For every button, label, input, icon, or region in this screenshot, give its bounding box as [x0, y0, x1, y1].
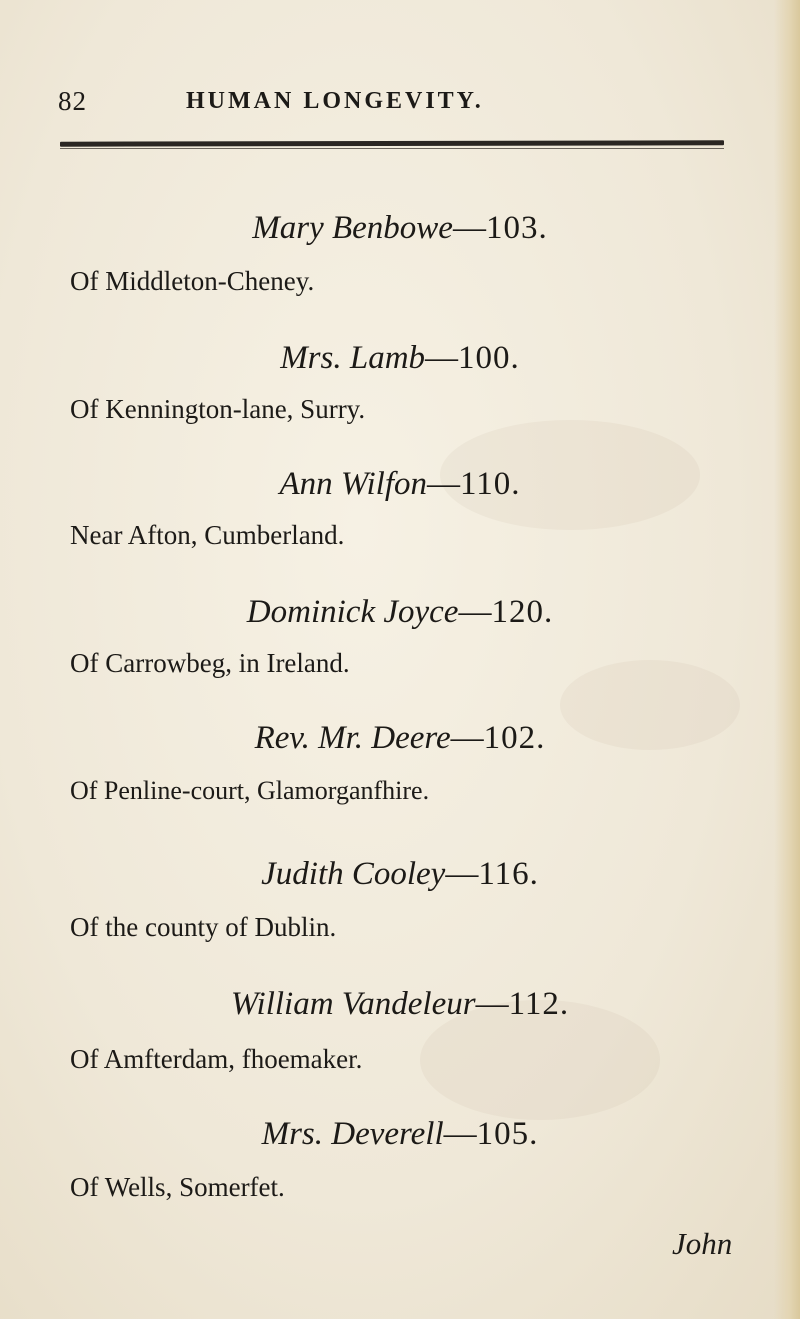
dash: —: [458, 594, 492, 630]
running-title: HUMAN LONGEVITY.: [186, 88, 484, 114]
person-name: Mrs. Lamb: [280, 340, 426, 376]
age: 116.: [478, 856, 539, 892]
person-name: Dominick Joyce: [246, 594, 459, 630]
entry-name-line: [0, 594, 800, 631]
entry-name-line: [0, 1116, 800, 1153]
person-name: Judith Cooley: [261, 856, 446, 892]
entry-name-line: [0, 210, 800, 247]
dash: —: [443, 1116, 477, 1152]
entry-name-line: [0, 466, 800, 503]
person-name: Rev. Mr. Deere: [254, 720, 451, 756]
entry-place: Of Carrowbeg, in Ireland.: [70, 648, 350, 678]
entry-name-line: [0, 986, 800, 1023]
dash: —: [475, 986, 509, 1022]
header-rule: [60, 140, 724, 146]
age: 110.: [460, 466, 521, 502]
person-name: Mrs. Deverell: [261, 1116, 444, 1152]
dash: —: [425, 340, 459, 376]
age: 100.: [458, 340, 520, 376]
catchword: John: [672, 1226, 733, 1261]
entry-place: Of Middleton-Cheney.: [70, 266, 315, 296]
person-name: William Vandeleur: [230, 986, 476, 1022]
entry-place: Of Amfterdam, fhoemaker.: [70, 1044, 363, 1074]
entry-place: Of Kennington-lane, Surry.: [70, 394, 366, 424]
dash: —: [450, 720, 484, 756]
age: 120.: [491, 594, 554, 630]
age: 112.: [508, 986, 570, 1022]
entry-place: Near Afton, Cumberland.: [70, 520, 345, 550]
entry-name-line: [0, 720, 800, 757]
dash: —: [452, 210, 486, 246]
person-name: Mary Benbowe: [252, 210, 453, 246]
page-number: 82: [58, 86, 87, 116]
page-header: [58, 86, 726, 126]
age: 105.: [476, 1116, 539, 1152]
entry-place: Of Penline-court, Glamorganfhire.: [70, 776, 430, 805]
entry-place: Of Wells, Somerfet.: [70, 1172, 285, 1202]
age: 103.: [485, 210, 548, 246]
person-name: Ann Wilfon: [279, 466, 428, 502]
header-rule-thin: [60, 148, 724, 149]
dash: —: [445, 856, 479, 892]
age: 102.: [483, 720, 546, 756]
entry-place: Of the county of Dublin.: [70, 912, 337, 942]
dash: —: [427, 466, 461, 502]
entry-name-line: [0, 340, 800, 377]
entry-name-line: [0, 856, 800, 893]
